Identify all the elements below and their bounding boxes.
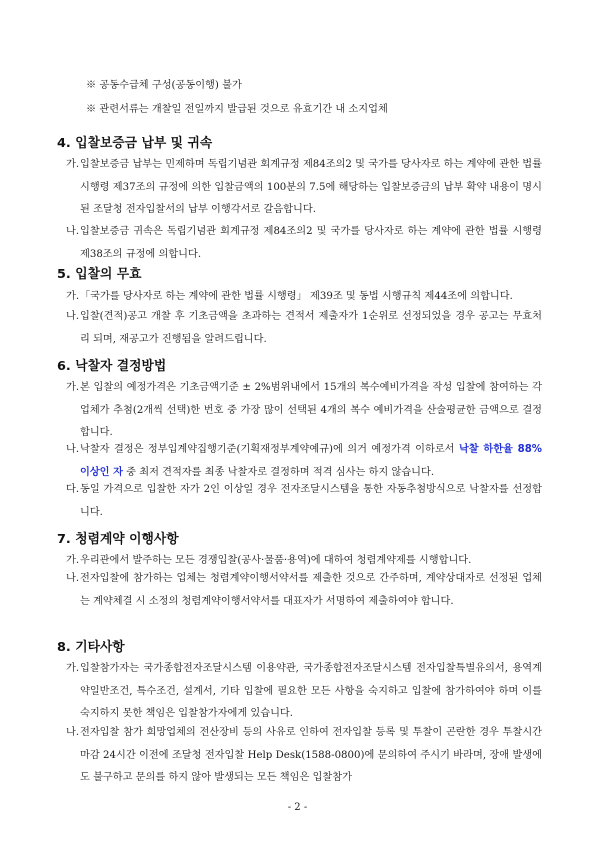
item-text: 입찰참가자는 국가종합전자조달시스템 이용약관, 국가종합전자조달시스템 전자입찰특별유의서, 용역계약일반조건, 특수조건, 설계서, 기타 입찰에 필요한 모든 사항을 숙지하고 입찰에 참가하여야 하며 이를 숙지하지 못한 책임은 입찰참가자에게 있습니다. (80, 663, 542, 719)
note-documents-validity: ※ 관련서류는 개찰일 전일까지 발급된 것으로 유효기간 내 소지업체 (86, 104, 388, 115)
page-number: - 2 - (287, 802, 308, 813)
section-8-item-b (66, 722, 542, 790)
item-text: 본 입찰의 예정가격은 기초금액기준 ± 2%범위내에서 15개의 복수예비가격을 작성 입찰에 참여하는 각 업체가 추첨(2개씩 선택)한 번호 중 가장 많이 선택된 4개의 복수 예비가격을 산술평균한 금액으로 결정합니다. (80, 382, 542, 438)
item-text: 입찰보증금 귀속은 독립기념관 회계규정 제84조의2 및 국가를 당사자로 하는 계약에 관한 법률 시행령 제38조의 규정에 의합니다. (80, 226, 542, 260)
item-label: 나. (66, 573, 80, 584)
item-label: 가. (66, 159, 80, 170)
item-text: 「국가를 당사자로 하는 계약에 관한 법률 시행령」 제39조 및 동법 시행규칙 제44조에 의합니다. (80, 291, 513, 302)
item-label: 가. (66, 291, 80, 302)
section-6-item-a (66, 377, 542, 445)
section-4-item-b (66, 221, 542, 266)
section-5-item-b (66, 306, 542, 351)
item-text: 전자입찰 참가 희망업체의 전산장비 등의 사유로 인하여 전자입찰 등록 및 투찰이 곤란한 경우 투찰시간 마감 24시간 이전에 조달청 전자입찰 Help Desk(1588-0800)에 문의하여 주시기 바라며, 장애 발생에도 불구하고 문의를 하지 않아 발생되는 모든 책임은 입찰참가 (80, 727, 542, 783)
item-text: 우리관에서 발주하는 모든 경쟁입찰(공사·물품·용역)에 대하여 청렴계약제를 시행합니다. (80, 555, 472, 566)
item-text: 동일 가격으로 입찰한 자가 2인 이상일 경우 전자조달시스템을 통한 자동추첨방식으로 낙찰자를 선정합니다. (80, 484, 542, 518)
item-label: 다. (66, 484, 80, 495)
item-label: 나. (66, 311, 80, 322)
section-6-item-c (66, 479, 542, 524)
item-text-before: 낙찰자 결정은 정부입계약집행기준(기획재정부계약예규)에 의거 예정가격 이하로서 (80, 444, 459, 455)
section-heading-invalid: 5. 입찰의 무효 (57, 267, 142, 282)
section-7-item-b (66, 568, 542, 613)
section-4-item-a (66, 154, 542, 222)
section-6-item-b (66, 439, 542, 484)
note-joint-supply: ※ 공동수급체 구성(공동이행) 불가 (86, 80, 242, 91)
item-label: 나. (66, 727, 80, 738)
item-text: 입찰(견적)공고 개찰 후 기초금액을 초과하는 견적서 제출자가 1순위로 선정되었을 경우 공고는 무효처리 되며, 재공고가 진행됨을 알려드립니다. (80, 311, 542, 345)
item-label: 가. (66, 555, 80, 566)
item-label: 나. (66, 226, 80, 237)
award-threshold-highlight: 낙찰 하한율 88% 이상인 자 (80, 444, 542, 478)
item-text-after: 중 최저 견적자를 최종 낙찰자로 결정하며 적격 심사는 하지 않습니다. (122, 466, 435, 478)
item-text (66, 439, 542, 484)
section-heading-award: 6. 낙찰자 결정방법 (57, 359, 167, 374)
section-heading-misc: 8. 기타사항 (57, 640, 125, 655)
section-heading-integrity: 7. 청렴계약 이행사항 (57, 532, 179, 547)
section-8-item-a (66, 658, 542, 726)
section-5-item-a (66, 286, 542, 307)
item-label: 나. (66, 444, 80, 455)
item-text: 입찰보증금 납부는 민제하며 독립기념관 회계규정 제84조의2 및 국가를 당사자로 하는 계약에 관한 법률 시행령 제37조의 규정에 의한 입찰금액의 100분의 7.5에 해당하는 입찰보증금의 납부 확약 내용이 명시된 조달청 전자입찰서의 납부 이행각서로 갈음합니다. (80, 159, 542, 215)
section-heading-deposit: 4. 입찰보증금 납부 및 귀속 (57, 136, 213, 151)
item-label: 가. (66, 382, 80, 393)
item-label: 가. (66, 663, 80, 674)
item-text: 전자입찰에 참가하는 업체는 청렴계약이행서약서를 제출한 것으로 간주하며, 계약상대자로 선정된 업체는 계약체결 시 소정의 청렴계약이행서약서를 대표자가 서명하여 제출하여야 합니다. (80, 573, 543, 607)
